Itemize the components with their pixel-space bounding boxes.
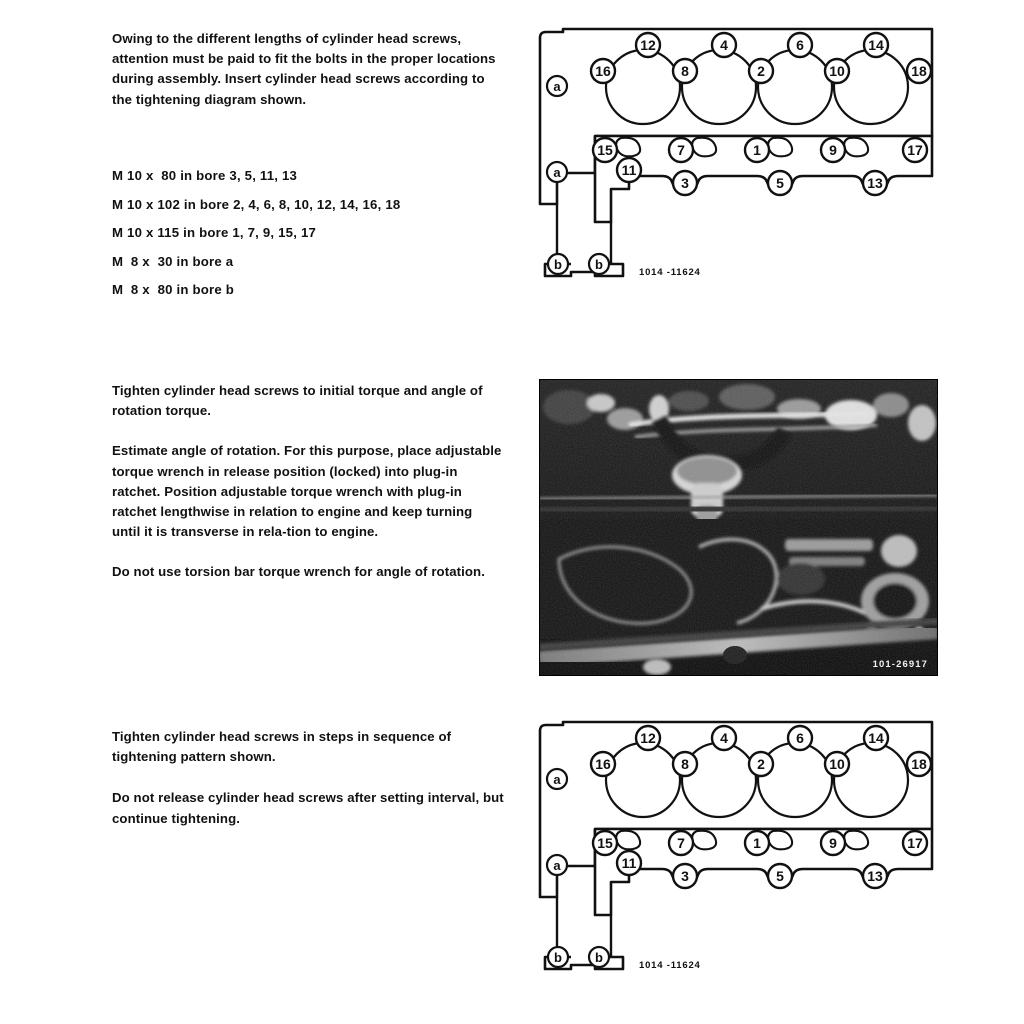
svg-text:b: b [595, 257, 603, 272]
bolt-marker-10 [825, 59, 849, 83]
spec-row [112, 248, 504, 277]
bolt-marker-11 [617, 158, 641, 182]
spec-text: in bore b [176, 282, 235, 298]
svg-text:2: 2 [757, 63, 765, 79]
bolt-marker-1 [745, 138, 769, 162]
bolt-marker-8 [673, 752, 697, 776]
svg-text:5: 5 [776, 175, 784, 191]
bolt-marker-16 [591, 59, 615, 83]
svg-text:15: 15 [597, 142, 613, 158]
spec-text: in bore a [176, 253, 234, 269]
paragraph: Tighten cylinder head screws to initial torque and angle of rotation torque. [112, 383, 483, 419]
paragraph: Tighten cylinder head screws in steps in sequence of tightening pattern shown. [112, 729, 452, 765]
bolt-marker-14 [864, 33, 888, 57]
svg-text:7: 7 [677, 142, 685, 158]
spec-text: in bore 2, 4, 6, 8, 10, 12, 14, 16, 18 [183, 196, 401, 212]
bolt-marker-17 [903, 138, 927, 162]
figure-caption-top: 1014 -11624 [639, 267, 701, 278]
svg-text:3: 3 [681, 175, 689, 191]
bolt-marker-5 [768, 864, 792, 888]
svg-text:a: a [553, 79, 561, 94]
bolt-marker-7 [669, 138, 693, 162]
svg-text:8: 8 [681, 63, 689, 79]
bolt-marker-6 [788, 33, 812, 57]
svg-text:14: 14 [868, 730, 884, 746]
svg-text:2: 2 [757, 756, 765, 772]
svg-text:9: 9 [829, 835, 837, 851]
bolt-marker-7 [669, 831, 693, 855]
bolt-marker-13 [863, 171, 887, 195]
bolt-marker-14 [864, 726, 888, 750]
svg-text:10: 10 [829, 756, 845, 772]
bolt-marker-3 [673, 171, 697, 195]
bolt-marker-b-right [589, 254, 609, 274]
svg-text:6: 6 [796, 730, 804, 746]
svg-text:4: 4 [720, 37, 728, 53]
section-3-text [112, 727, 504, 829]
paragraph: Owing to the different lengths of cylinder head screws, attention must be paid to fit the bolts in the proper locations during assembly. Insert cylinder head screws according to the tightening diagram shown. [112, 31, 496, 107]
bolt-marker-15 [593, 831, 617, 855]
section-2-text [112, 381, 504, 583]
bolt-marker-a-upper [547, 769, 567, 789]
figure-tightening-diagram-bottom [533, 719, 943, 985]
photo-caption: 101-26917 [872, 659, 928, 670]
bolt-marker-18 [907, 59, 931, 83]
bolt-marker-8 [673, 59, 697, 83]
svg-text:9: 9 [829, 142, 837, 158]
svg-text:1: 1 [753, 142, 761, 158]
svg-text:15: 15 [597, 835, 613, 851]
svg-text:b: b [554, 257, 562, 272]
svg-text:6: 6 [796, 37, 804, 53]
svg-text:11: 11 [621, 855, 637, 871]
svg-text:14: 14 [868, 37, 884, 53]
bolt-marker-b-right [589, 947, 609, 967]
bolt-marker-12 [636, 726, 660, 750]
bolt-marker-16 [591, 752, 615, 776]
figure-caption-bottom: 1014 -11624 [639, 960, 701, 971]
svg-text:b: b [554, 950, 562, 965]
engine-photo [539, 379, 938, 676]
bolt-marker-15 [593, 138, 617, 162]
spec-row [112, 276, 504, 305]
spec-size: M 10 x 115 [112, 225, 180, 241]
paragraph: Estimate angle of rotation. For this purpose, place adjustable torque wrench in release position (locked) into plug-in ratchet. Position adjustable torque wrench with plug-in ratchet lengthwise in relation to engine and keep turning until it is transverse in rela-tion to engine. [112, 443, 502, 540]
spec-list [112, 162, 504, 305]
spec-row [112, 162, 504, 191]
svg-text:13: 13 [867, 868, 883, 884]
spec-row [112, 191, 504, 220]
svg-text:16: 16 [595, 63, 611, 79]
spec-row [112, 219, 504, 248]
bolt-marker-a-lower [547, 162, 567, 182]
svg-text:16: 16 [595, 756, 611, 772]
spec-text: in bore 3, 5, 11, 13 [180, 168, 298, 183]
svg-text:5: 5 [776, 868, 784, 884]
svg-text:4: 4 [720, 730, 728, 746]
section-1-text [112, 29, 504, 128]
bolt-marker-5 [768, 171, 792, 195]
svg-text:8: 8 [681, 756, 689, 772]
bolt-marker-11 [617, 851, 641, 875]
spec-size: M 10 x 102 [112, 196, 180, 212]
bolt-marker-b-left [548, 947, 568, 967]
bolt-marker-9 [821, 138, 845, 162]
svg-text:b: b [595, 950, 603, 965]
bolt-marker-a-lower [547, 855, 567, 875]
svg-text:1: 1 [753, 835, 761, 851]
svg-text:7: 7 [677, 835, 685, 851]
svg-text:11: 11 [621, 162, 637, 178]
bolt-marker-4 [712, 33, 736, 57]
spec-size: M 10 x 80 [112, 168, 177, 183]
bolt-marker-b-left [548, 254, 568, 274]
bolt-marker-a-upper [547, 76, 567, 96]
bolt-marker-2 [749, 59, 773, 83]
bolt-marker-1 [745, 831, 769, 855]
svg-text:3: 3 [681, 868, 689, 884]
svg-text:17: 17 [907, 835, 923, 851]
spec-text: in bore 1, 7, 9, 15, 17 [183, 225, 317, 241]
svg-text:12: 12 [640, 37, 656, 53]
svg-text:12: 12 [640, 730, 656, 746]
spec-size: M 8 x 30 [112, 253, 173, 269]
paragraph: Do not use torsion bar torque wrench for angle of rotation. [112, 564, 485, 580]
bolt-marker-13 [863, 864, 887, 888]
paragraph: Do not release cylinder head screws after setting interval, but continue tightening. [112, 790, 504, 826]
bolt-marker-4 [712, 726, 736, 750]
svg-text:17: 17 [907, 142, 923, 158]
bolt-marker-2 [749, 752, 773, 776]
bolt-marker-12 [636, 33, 660, 57]
figure-tightening-diagram-top [533, 26, 943, 292]
svg-text:a: a [553, 165, 561, 180]
svg-text:a: a [553, 858, 561, 873]
spec-size: M 8 x 80 [112, 282, 173, 298]
bolt-marker-9 [821, 831, 845, 855]
bolt-marker-6 [788, 726, 812, 750]
svg-text:10: 10 [829, 63, 845, 79]
bolt-marker-3 [673, 864, 697, 888]
svg-text:18: 18 [911, 756, 927, 772]
bolt-marker-17 [903, 831, 927, 855]
bolt-marker-10 [825, 752, 849, 776]
svg-text:13: 13 [867, 175, 883, 191]
svg-text:a: a [553, 772, 561, 787]
svg-text:18: 18 [911, 63, 927, 79]
bolt-marker-18 [907, 752, 931, 776]
